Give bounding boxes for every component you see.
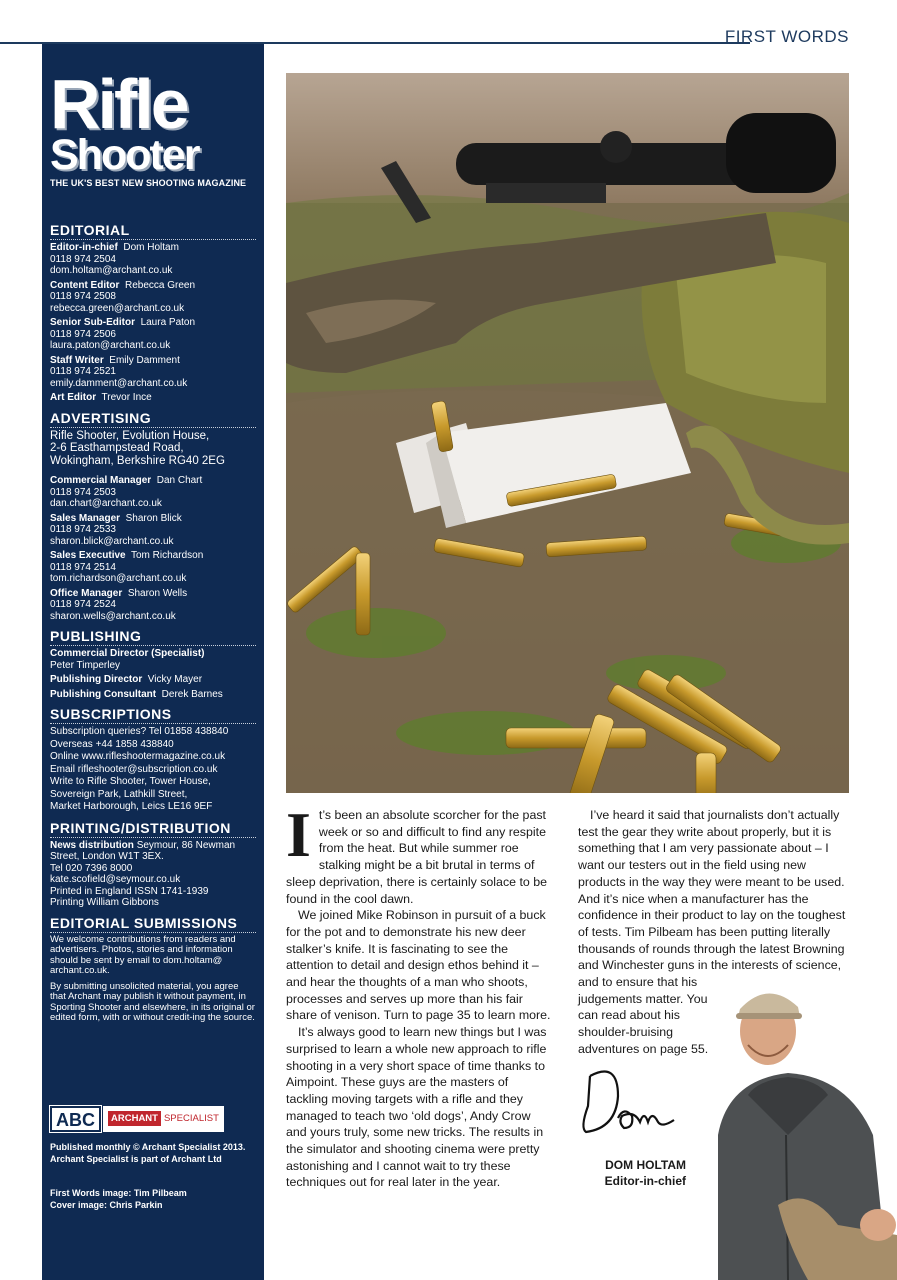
article-paragraph: It’s always good to learn new things but I was surprised to learn a whole new approach to rifle shooting in a very short space of time thanks to Aimpoint. These guys are the masters of tackling moving targets with a rifle and they managed to teach two ‘old dogs’, Andy Crow and yours truly, some new tricks. The results in the simulator and shooting cinema were pretty astonishing and I cannot wait to try these techniques out for real later in the year. — [286, 1025, 547, 1190]
contact-role: Sales Manager — [50, 512, 121, 524]
contact-phone: 0118 974 2504 — [50, 253, 116, 265]
printing-heading: PRINTING/DISTRIBUTION — [50, 820, 256, 838]
signoff-name: DOM HOLTAM — [605, 1158, 686, 1172]
contact-phone: 0118 974 2503 — [50, 486, 116, 498]
printing-line[interactable]: kate.scofield@seymour.co.uk — [50, 874, 181, 885]
image-credits — [50, 1188, 256, 1211]
advertising-section — [50, 410, 256, 623]
contact-phone: 0118 974 2524 — [50, 599, 116, 610]
contact-email[interactable]: sharon.blick@archant.co.uk — [50, 535, 174, 547]
contact-role: Office Manager — [50, 587, 123, 599]
contact-email[interactable]: tom.richardson@archant.co.uk — [50, 573, 187, 584]
contact-name: Dan Chart — [156, 475, 203, 486]
contact-name: Sharon Blick — [125, 512, 182, 524]
submissions-para: We welcome contributions from readers and advertisers. Photos, stories and information should be sent by email to dom.holtam@ archant.co.uk. — [50, 933, 236, 976]
printing-line: Printing William Gibbons — [50, 897, 159, 908]
contact-name: Rebecca Green — [125, 279, 196, 291]
article-column-1 — [286, 799, 552, 1191]
subscription-line: Market Harborough, Leics LE16 9EF — [50, 801, 213, 812]
article-paragraph: I’ve heard it said that journalists don’t actually test the gear they write about properly, but it is something that I am very passionate about – I want our testers out in the field using new products in the way they were meant to be used. And it’s nice when a manufacturer has the confidence in their product to lay on the toughest of tests. Tim Pilbeam has been putting literally thousands of rounds through the latest Browning and Winchester guns in the interests of science, — [578, 808, 846, 973]
contact-phone: 0118 974 2533 — [50, 524, 116, 535]
photo-illustration — [286, 73, 849, 793]
contact-role: Commercial Manager — [50, 475, 152, 486]
subscription-line[interactable]: Online www.rifleshootermagazine.co.uk — [50, 751, 226, 762]
archant-wordmark: ARCHANT — [108, 1111, 161, 1126]
signoff — [590, 1157, 686, 1189]
contact-sub-editor — [50, 317, 256, 352]
subscription-line: Subscription queries? Tel 01858 438840 — [50, 726, 229, 737]
masthead-sidebar — [42, 44, 264, 1280]
contact-staff-writer — [50, 355, 256, 390]
contact-publishing-consultant — [50, 689, 256, 701]
subscription-line: Overseas +44 1858 438840 — [50, 738, 174, 750]
contact-role: Content Editor — [50, 279, 120, 291]
contact-role: Editor-in-chief — [50, 242, 118, 253]
contact-email[interactable]: dom.holtam@archant.co.uk — [50, 265, 173, 276]
logo-shooter: Shooter — [50, 131, 199, 179]
part-of-line: Archant Specialist is part of Archant Ltd — [50, 1153, 222, 1164]
contact-office-manager — [50, 588, 256, 623]
editorial-section — [50, 222, 256, 404]
address-line: 2-6 Easthampstead Road, — [50, 442, 184, 454]
address-line: Rifle Shooter, Evolution House, — [50, 429, 210, 442]
article-paragraph: We joined Mike Robinson in pursuit of a buck for the pot and to demonstrate his new deer stalker’s knife. It is fascinating to see the attention to detail and design ethos behind it – and hear the thoughts of a man who shoots, processes and serves up more than his fair share of venison. Turn to page 35 to learn more. — [286, 908, 551, 1023]
logo-tagline: THE UK'S BEST NEW SHOOTING MAGAZINE — [50, 178, 247, 188]
contact-phone: 0118 974 2521 — [50, 366, 116, 377]
contact-sales-executive — [50, 550, 256, 585]
credit-line: Cover image: Chris Parkin — [50, 1199, 163, 1210]
specialist-wordmark: SPECIALIST — [163, 1113, 219, 1124]
rifle-and-cases-photo — [286, 73, 849, 793]
contact-name: Sharon Wells — [127, 587, 188, 599]
contact-role: Art Editor — [50, 392, 97, 403]
editor-portrait — [688, 985, 897, 1280]
subscription-line: Sovereign Park, Lathkill Street, — [50, 788, 188, 800]
contact-name: Dom Holtam — [123, 242, 179, 253]
subscriptions-heading: SUBSCRIPTIONS — [50, 706, 256, 724]
contact-editor — [50, 242, 256, 277]
contact-commercial-director — [50, 648, 256, 671]
abc-logo: ABC — [50, 1106, 101, 1132]
contact-email[interactable]: rebecca.green@archant.co.uk — [50, 302, 185, 314]
section-label: FIRST WORDS — [724, 27, 849, 46]
paragraph-text: t’s been an absolute scorcher for the past week or so and difficult to find any respite from the heat. But while summer roe stalking might be a bit brutal in terms of sleep deprivation, there is certainly solace to be found in the cool dawn. — [286, 808, 548, 906]
contact-name: Laura Paton — [140, 317, 196, 328]
contact-art-editor — [50, 392, 256, 404]
published-notice — [50, 1142, 256, 1165]
contact-role: Senior Sub-Editor — [50, 317, 135, 328]
address-line: Wokingham, Berkshire RG40 2EG — [50, 454, 225, 467]
contact-phone: 0118 974 2514 — [50, 561, 116, 573]
contact-publishing-director — [50, 674, 256, 686]
editor-portrait-illustration — [688, 985, 897, 1280]
advertising-address — [50, 430, 256, 468]
contact-role: Publishing Director — [50, 674, 143, 685]
subscription-line[interactable]: Email rifleshooter@subscription.co.uk — [50, 763, 218, 775]
printing-details — [50, 840, 256, 909]
article-paragraph-continued: and to ensure that his judgements matter. You can read about his shoulder-bruising adventures on page 55. — [578, 975, 709, 1056]
contact-role: Staff Writer — [50, 354, 104, 366]
contact-name: Vicky Mayer — [147, 674, 203, 685]
drop-cap: I — [286, 799, 311, 870]
printing-section — [50, 820, 256, 909]
contact-name: Tom Richardson — [131, 550, 204, 561]
contact-role: News distribution — [50, 839, 134, 851]
article-paragraph — [286, 799, 552, 907]
contact-role: Commercial Director (Specialist) — [50, 648, 205, 659]
printing-line: Printed in England ISSN 1741-1939 — [50, 885, 209, 897]
printing-line: Street, London W1T 3EX. — [50, 851, 164, 862]
contact-name: Peter Timperley — [50, 659, 121, 671]
contact-email[interactable]: sharon.wells@archant.co.uk — [50, 610, 176, 622]
logo-rifle: Rifle — [50, 65, 187, 143]
submissions-heading: EDITORIAL SUBMISSIONS — [50, 915, 256, 933]
editorial-heading: EDITORIAL — [50, 222, 256, 240]
printing-line: Tel 020 7396 8000 — [50, 862, 133, 874]
subscription-line: Write to Rifle Shooter, Tower House, — [50, 776, 211, 787]
contact-name: Derek Barnes — [161, 688, 223, 700]
contact-role: Publishing Consultant — [50, 688, 157, 700]
contact-sales-manager — [50, 513, 256, 548]
contact-phone: 0118 974 2508 — [50, 291, 116, 302]
credit-line: First Words image: Tim Pilbeam — [50, 1188, 187, 1198]
subscriptions-section — [50, 706, 256, 814]
editor-signature — [578, 1066, 688, 1146]
advertising-heading: ADVERTISING — [50, 410, 256, 428]
contact-name: Emily Damment — [109, 354, 180, 366]
contact-phone: 0118 974 2506 — [50, 328, 116, 340]
submissions-section — [50, 915, 256, 1024]
signoff-title: Editor-in-chief — [604, 1174, 686, 1188]
publishing-heading: PUBLISHING — [50, 628, 256, 646]
published-line: Published monthly © Archant Specialist 2013. — [50, 1142, 246, 1152]
contact-email[interactable]: laura.paton@archant.co.uk — [50, 340, 171, 351]
printing-line: Seymour, 86 Newman — [136, 839, 236, 851]
contact-name: Trevor Ince — [101, 392, 152, 403]
submissions-para: By submitting unsolicited material, you agree that Archant may publish it without payment, in Sporting Shooter and elsewhere, in its original or edited form, with or without credit-ing the source. — [50, 980, 255, 1023]
contact-commercial-manager — [50, 475, 256, 510]
contact-content-editor — [50, 280, 256, 315]
contact-email[interactable]: emily.damment@archant.co.uk — [50, 377, 188, 389]
archant-specialist-logo — [103, 1106, 224, 1132]
contact-email[interactable]: dan.chart@archant.co.uk — [50, 498, 162, 509]
magazine-logo — [50, 65, 256, 222]
contact-role: Sales Executive — [50, 550, 126, 561]
publishing-section — [50, 628, 256, 700]
submissions-text — [50, 935, 256, 1024]
publisher-badges — [50, 1106, 256, 1132]
sidebar-footer — [50, 1106, 256, 1211]
